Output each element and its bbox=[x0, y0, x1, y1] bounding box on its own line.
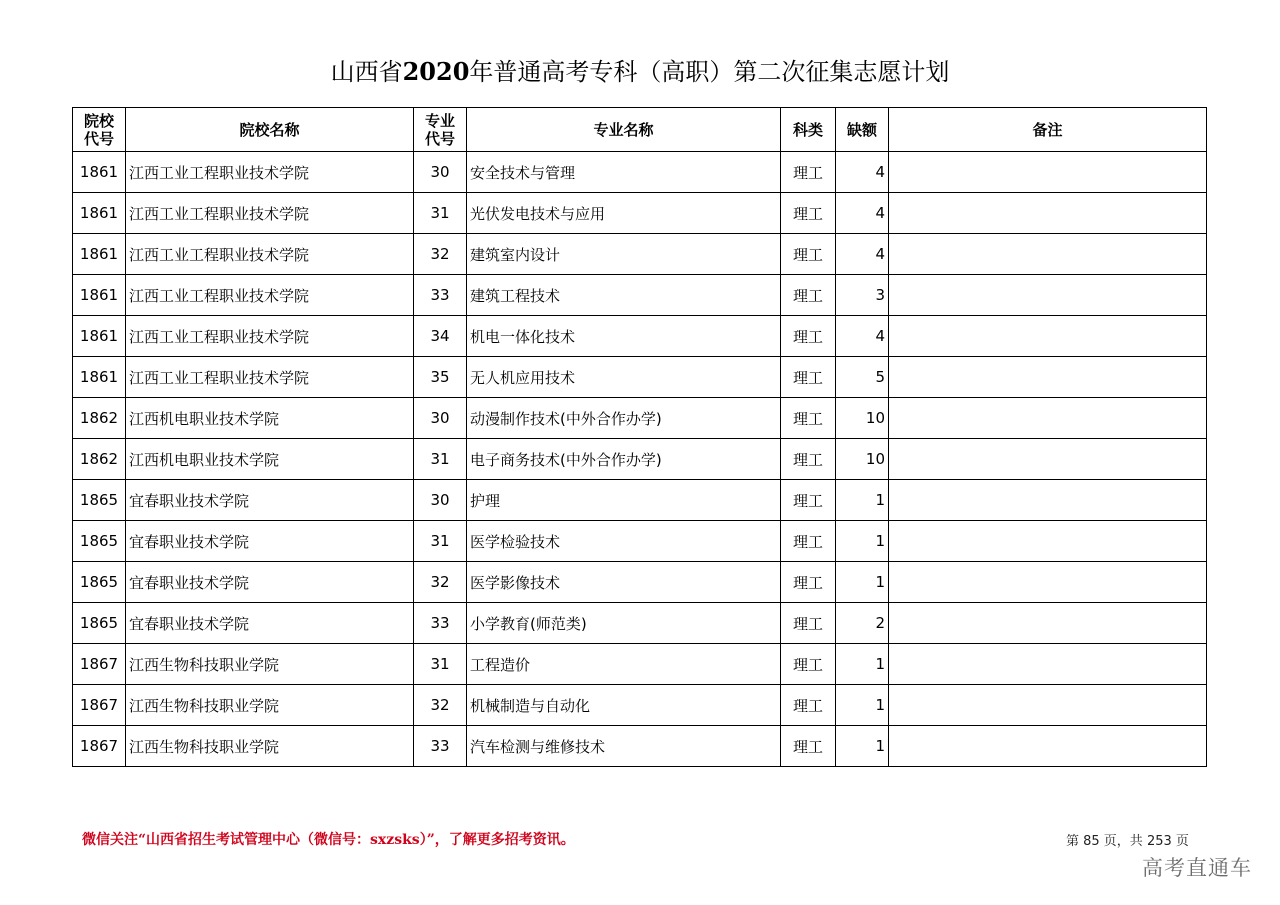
cell-major-name: 工程造价 bbox=[467, 644, 781, 685]
cell-major-code: 32 bbox=[414, 562, 467, 603]
page-title bbox=[0, 54, 1280, 90]
title-prefix: 山西省 bbox=[330, 58, 403, 86]
cell-remarks bbox=[889, 685, 1207, 726]
header-major-name: 专业名称 bbox=[467, 108, 781, 152]
table-row bbox=[73, 521, 1207, 562]
cell-major-code: 31 bbox=[414, 521, 467, 562]
cell-remarks bbox=[889, 316, 1207, 357]
table-row bbox=[73, 480, 1207, 521]
cell-category: 理工 bbox=[781, 193, 836, 234]
table-row bbox=[73, 439, 1207, 480]
table-row bbox=[73, 357, 1207, 398]
cell-school-code: 1861 bbox=[73, 193, 126, 234]
cell-remarks bbox=[889, 275, 1207, 316]
cell-school-code: 1861 bbox=[73, 316, 126, 357]
cell-major-code: 31 bbox=[414, 439, 467, 480]
cell-remarks bbox=[889, 603, 1207, 644]
cell-school-code: 1862 bbox=[73, 439, 126, 480]
cell-category: 理工 bbox=[781, 357, 836, 398]
cell-remarks bbox=[889, 644, 1207, 685]
table-body bbox=[73, 152, 1207, 767]
cell-major-code: 33 bbox=[414, 275, 467, 316]
cell-school-name: 江西生物科技职业学院 bbox=[126, 685, 414, 726]
cell-major-name: 护理 bbox=[467, 480, 781, 521]
table-row bbox=[73, 603, 1207, 644]
table-row bbox=[73, 193, 1207, 234]
cell-school-name: 宜春职业技术学院 bbox=[126, 562, 414, 603]
table-row bbox=[73, 234, 1207, 275]
cell-major-code: 32 bbox=[414, 685, 467, 726]
cell-major-name: 建筑室内设计 bbox=[467, 234, 781, 275]
cell-school-name: 江西工业工程职业技术学院 bbox=[126, 152, 414, 193]
cell-category: 理工 bbox=[781, 275, 836, 316]
cell-remarks bbox=[889, 398, 1207, 439]
cell-category: 理工 bbox=[781, 439, 836, 480]
table-row bbox=[73, 275, 1207, 316]
cell-major-code: 31 bbox=[414, 644, 467, 685]
cell-school-code: 1865 bbox=[73, 562, 126, 603]
cell-quota: 1 bbox=[836, 726, 889, 767]
cell-major-code: 32 bbox=[414, 234, 467, 275]
cell-major-code: 34 bbox=[414, 316, 467, 357]
cell-category: 理工 bbox=[781, 562, 836, 603]
table-row bbox=[73, 644, 1207, 685]
table-row bbox=[73, 316, 1207, 357]
cell-school-name: 江西生物科技职业学院 bbox=[126, 644, 414, 685]
cell-quota: 4 bbox=[836, 193, 889, 234]
cell-category: 理工 bbox=[781, 480, 836, 521]
cell-remarks bbox=[889, 562, 1207, 603]
cell-category: 理工 bbox=[781, 644, 836, 685]
cell-major-code: 30 bbox=[414, 152, 467, 193]
cell-school-code: 1867 bbox=[73, 685, 126, 726]
cell-quota: 10 bbox=[836, 398, 889, 439]
header-major-code: 专业 代号 bbox=[414, 108, 467, 152]
cell-remarks bbox=[889, 152, 1207, 193]
cell-quota: 1 bbox=[836, 521, 889, 562]
title-suffix: 年普通高考专科（高职）第二次征集志愿计划 bbox=[469, 58, 950, 86]
cell-quota: 1 bbox=[836, 562, 889, 603]
cell-school-code: 1861 bbox=[73, 152, 126, 193]
cell-school-code: 1861 bbox=[73, 234, 126, 275]
cell-school-code: 1867 bbox=[73, 644, 126, 685]
cell-school-code: 1861 bbox=[73, 357, 126, 398]
cell-major-name: 动漫制作技术(中外合作办学) bbox=[467, 398, 781, 439]
cell-major-name: 安全技术与管理 bbox=[467, 152, 781, 193]
enrollment-plan-table bbox=[72, 107, 1207, 767]
cell-major-code: 33 bbox=[414, 603, 467, 644]
cell-major-code: 30 bbox=[414, 398, 467, 439]
cell-school-name: 江西工业工程职业技术学院 bbox=[126, 193, 414, 234]
table-row bbox=[73, 685, 1207, 726]
cell-school-name: 江西工业工程职业技术学院 bbox=[126, 275, 414, 316]
title-year: 2020 bbox=[402, 57, 470, 86]
cell-major-code: 35 bbox=[414, 357, 467, 398]
cell-quota: 4 bbox=[836, 234, 889, 275]
cell-quota: 1 bbox=[836, 644, 889, 685]
cell-quota: 3 bbox=[836, 275, 889, 316]
cell-remarks bbox=[889, 193, 1207, 234]
cell-remarks bbox=[889, 521, 1207, 562]
cell-school-code: 1861 bbox=[73, 275, 126, 316]
cell-major-name: 医学影像技术 bbox=[467, 562, 781, 603]
table-row bbox=[73, 398, 1207, 439]
table-row bbox=[73, 562, 1207, 603]
cell-school-code: 1862 bbox=[73, 398, 126, 439]
cell-category: 理工 bbox=[781, 521, 836, 562]
cell-school-name: 江西工业工程职业技术学院 bbox=[126, 234, 414, 275]
cell-school-name: 宜春职业技术学院 bbox=[126, 603, 414, 644]
cell-remarks bbox=[889, 439, 1207, 480]
cell-remarks bbox=[889, 357, 1207, 398]
page-number: 第 85 页，共 253 页 bbox=[1066, 834, 1189, 849]
cell-major-code: 33 bbox=[414, 726, 467, 767]
cell-major-name: 医学检验技术 bbox=[467, 521, 781, 562]
cell-major-name: 电子商务技术(中外合作办学) bbox=[467, 439, 781, 480]
cell-category: 理工 bbox=[781, 726, 836, 767]
cell-quota: 2 bbox=[836, 603, 889, 644]
cell-major-name: 机电一体化技术 bbox=[467, 316, 781, 357]
cell-major-name: 汽车检测与维修技术 bbox=[467, 726, 781, 767]
cell-major-name: 光伏发电技术与应用 bbox=[467, 193, 781, 234]
cell-category: 理工 bbox=[781, 152, 836, 193]
cell-major-code: 31 bbox=[414, 193, 467, 234]
cell-major-name: 机械制造与自动化 bbox=[467, 685, 781, 726]
cell-category: 理工 bbox=[781, 685, 836, 726]
table-row bbox=[73, 152, 1207, 193]
table-header-row bbox=[73, 108, 1207, 152]
cell-category: 理工 bbox=[781, 234, 836, 275]
cell-quota: 4 bbox=[836, 152, 889, 193]
cell-category: 理工 bbox=[781, 398, 836, 439]
cell-school-name: 江西机电职业技术学院 bbox=[126, 398, 414, 439]
cell-school-code: 1865 bbox=[73, 521, 126, 562]
cell-quota: 10 bbox=[836, 439, 889, 480]
cell-school-code: 1867 bbox=[73, 726, 126, 767]
header-category: 科类 bbox=[781, 108, 836, 152]
cell-major-name: 建筑工程技术 bbox=[467, 275, 781, 316]
cell-major-name: 小学教育(师范类) bbox=[467, 603, 781, 644]
header-school-code: 院校 代号 bbox=[73, 108, 126, 152]
cell-quota: 5 bbox=[836, 357, 889, 398]
header-remarks: 备注 bbox=[889, 108, 1207, 152]
cell-remarks bbox=[889, 726, 1207, 767]
watermark: 高考直通车 bbox=[1142, 856, 1252, 880]
cell-school-name: 宜春职业技术学院 bbox=[126, 480, 414, 521]
cell-school-name: 江西工业工程职业技术学院 bbox=[126, 316, 414, 357]
cell-school-code: 1865 bbox=[73, 603, 126, 644]
cell-quota: 1 bbox=[836, 685, 889, 726]
header-school-name: 院校名称 bbox=[126, 108, 414, 152]
cell-school-name: 宜春职业技术学院 bbox=[126, 521, 414, 562]
cell-category: 理工 bbox=[781, 316, 836, 357]
cell-major-code: 30 bbox=[414, 480, 467, 521]
cell-major-name: 无人机应用技术 bbox=[467, 357, 781, 398]
table-row bbox=[73, 726, 1207, 767]
cell-school-name: 江西机电职业技术学院 bbox=[126, 439, 414, 480]
cell-category: 理工 bbox=[781, 603, 836, 644]
cell-school-name: 江西生物科技职业学院 bbox=[126, 726, 414, 767]
cell-quota: 4 bbox=[836, 316, 889, 357]
cell-school-code: 1865 bbox=[73, 480, 126, 521]
cell-school-name: 江西工业工程职业技术学院 bbox=[126, 357, 414, 398]
cell-quota: 1 bbox=[836, 480, 889, 521]
cell-remarks bbox=[889, 480, 1207, 521]
cell-remarks bbox=[889, 234, 1207, 275]
header-quota: 缺额 bbox=[836, 108, 889, 152]
wechat-notice: 微信关注“山西省招生考试管理中心（微信号：sxzsks）”，了解更多招考资讯。 bbox=[82, 832, 575, 848]
